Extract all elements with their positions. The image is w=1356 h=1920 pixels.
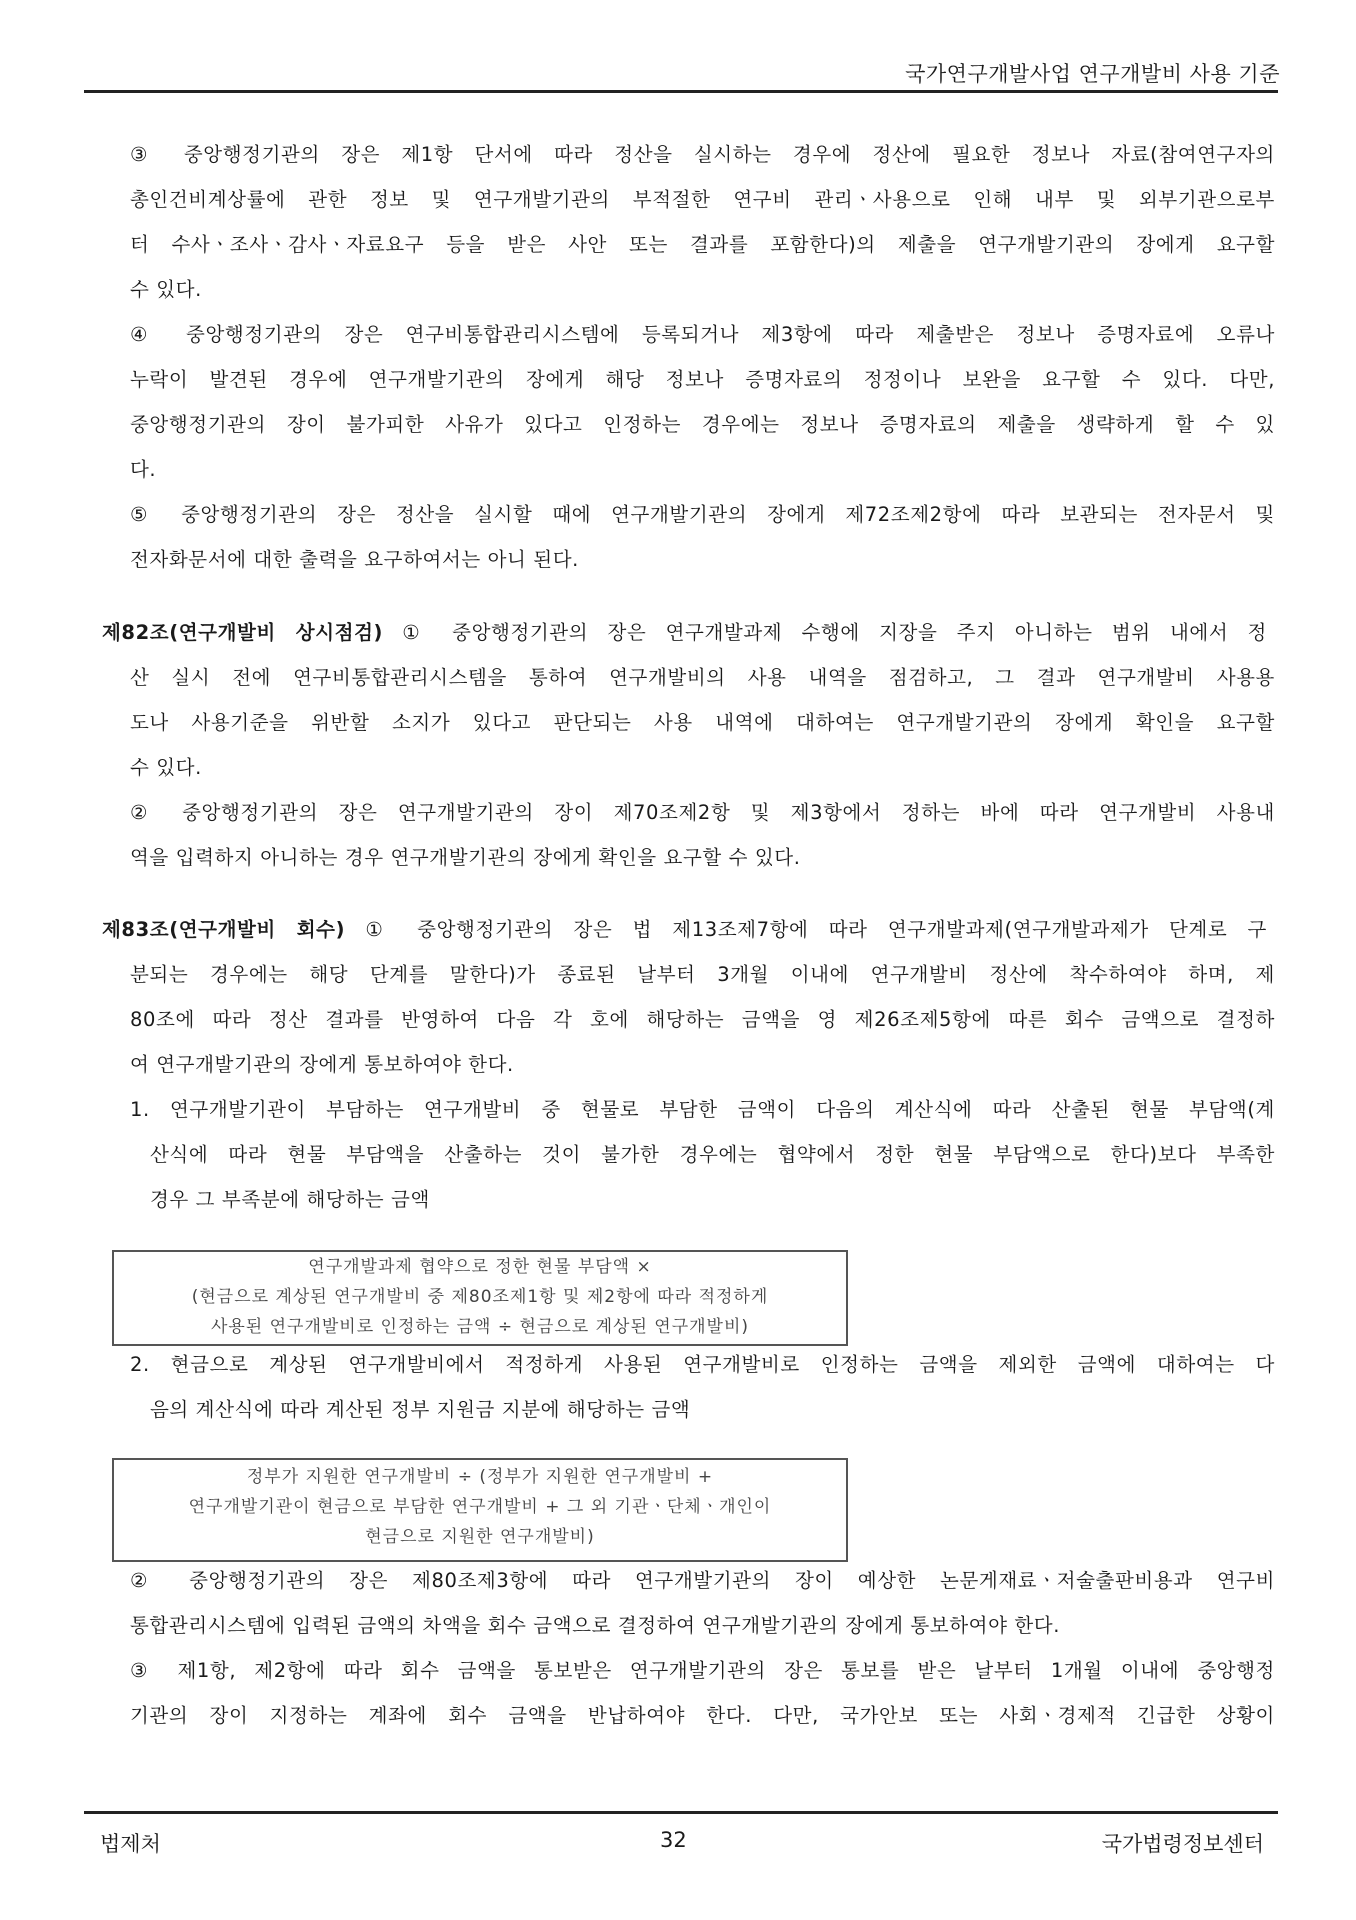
body-line: 중앙행정기관의 장이 불가피한 사유가 있다고 인정하는 경우에는 정보나 증명자료의 제출을 생략하게 할 수 있 xyxy=(130,413,1275,436)
article-82-heading: 제82조(연구개발비 상시점검) xyxy=(102,621,384,644)
body-line: 수 있다. xyxy=(130,278,202,301)
body-line: 다. xyxy=(130,458,157,481)
item-2-line: 2. 현금으로 계상된 연구개발비에서 적정하게 사용된 연구개발비로 인정하는 금액을 제외한 금액에 대하여는 다 xyxy=(130,1353,1275,1376)
article-82-first-line-text: ① 중앙행정기관의 장은 연구개발과제 수행에 지장을 주지 아니하는 범위 내에서 정 xyxy=(383,621,1267,644)
header-divider xyxy=(84,90,1278,93)
body-line: 역을 입력하지 아니하는 경우 연구개발기관의 장에게 확인을 요구할 수 있다. xyxy=(130,846,801,869)
body-line: 80조에 따라 정산 결과를 반영하여 다음 각 호에 해당하는 금액을 영 제26조제5항에 따른 회수 금액으로 결정하 xyxy=(130,1008,1275,1031)
body-line: 여 연구개발기관의 장에게 통보하여야 한다. xyxy=(130,1053,514,1076)
item-1-line: 1. 연구개발기관이 부담하는 연구개발비 중 현물로 부담한 금액이 다음의 계산식에 따라 산출된 현물 부담액(계 xyxy=(130,1098,1275,1121)
footer-source: 법제처 xyxy=(100,1832,161,1856)
body-line: 터 수사ㆍ조사ㆍ감사ㆍ자료요구 등을 받은 사안 또는 결과를 포함한다)의 제출을 연구개발기관의 장에게 요구할 xyxy=(130,233,1275,256)
body-line: ③ 중앙행정기관의 장은 제1항 단서에 따라 정산을 실시하는 경우에 정산에 필요한 정보나 자료(참여연구자의 xyxy=(130,143,1275,166)
formula-line: 사용된 연구개발비로 인정하는 금액 ÷ 현금으로 계상된 연구개발비) xyxy=(210,1317,750,1337)
item-1-line: 산식에 따라 현물 부담액을 산출하는 것이 불가한 경우에는 협약에서 정한 현물 부담액으로 한다)보다 부족한 xyxy=(150,1143,1275,1166)
item-1-line: 경우 그 부족분에 해당하는 금액 xyxy=(150,1188,430,1211)
body-line: 분되는 경우에는 해당 단계를 말한다)가 종료된 날부터 3개월 이내에 연구개발비 정산에 착수하여야 하며, 제 xyxy=(130,963,1275,986)
running-header-title: 국가연구개발사업 연구개발비 사용 기준 xyxy=(905,62,1280,86)
formula-line: 정부가 지원한 연구개발비 ÷ (정부가 지원한 연구개발비 + xyxy=(246,1467,714,1487)
formula-line: 연구개발과제 협약으로 정한 현물 부담액 × xyxy=(308,1257,652,1277)
footer-center-name: 국가법령정보센터 xyxy=(1101,1832,1264,1856)
body-line: ③ 제1항, 제2항에 따라 회수 금액을 통보받은 연구개발기관의 장은 통보를 받은 날부터 1개월 이내에 중앙행정 xyxy=(130,1659,1275,1682)
article-83-heading: 제83조(연구개발비 회수) xyxy=(102,918,346,941)
page-number: 32 xyxy=(660,1828,687,1852)
body-line: 기관의 장이 지정하는 계좌에 회수 금액을 반납하여야 한다. 다만, 국가안보 또는 사회ㆍ경제적 긴급한 상황이 xyxy=(130,1704,1275,1727)
formula-line: 현금으로 지원한 연구개발비) xyxy=(365,1527,595,1547)
body-line: 산 실시 전에 연구비통합관리시스템을 통하여 연구개발비의 사용 내역을 점검하고, 그 결과 연구개발비 사용용 xyxy=(130,666,1275,689)
body-line: 총인건비계상률에 관한 정보 및 연구개발기관의 부적절한 연구비 관리ㆍ사용으로 인해 내부 및 외부기관으로부 xyxy=(130,188,1275,211)
footer-divider xyxy=(84,1811,1278,1814)
item-2-line: 음의 계산식에 따라 계산된 정부 지원금 지분에 해당하는 금액 xyxy=(150,1398,691,1421)
body-line: 도나 사용기준을 위반할 소지가 있다고 판단되는 사용 내역에 대하여는 연구개발기관의 장에게 확인을 요구할 xyxy=(130,711,1275,734)
body-line: 전자화문서에 대한 출력을 요구하여서는 아니 된다. xyxy=(130,548,579,571)
body-line: 수 있다. xyxy=(130,756,202,779)
article-83-first-line-text: ① 중앙행정기관의 장은 법 제13조제7항에 따라 연구개발과제(연구개발과제가 단계로 구 xyxy=(345,918,1267,941)
formula-line: (현금으로 계상된 연구개발비 중 제80조제1항 및 제2항에 따라 적정하게 xyxy=(191,1287,769,1307)
body-line: ⑤ 중앙행정기관의 장은 정산을 실시할 때에 연구개발기관의 장에게 제72조제2항에 따라 보관되는 전자문서 및 xyxy=(130,503,1275,526)
body-line: 누락이 발견된 경우에 연구개발기관의 장에게 해당 정보나 증명자료의 정정이나 보완을 요구할 수 있다. 다만, xyxy=(130,368,1275,391)
formula-line: 연구개발기관이 현금으로 부담한 연구개발비 + 그 외 기관ㆍ단체ㆍ개인이 xyxy=(188,1497,772,1517)
body-line: 통합관리시스템에 입력된 금액의 차액을 회수 금액으로 결정하여 연구개발기관의 장에게 통보하여야 한다. xyxy=(130,1614,1061,1637)
formula-box-2 xyxy=(112,1458,848,1562)
article-83-first-line xyxy=(102,915,1267,945)
body-line: ② 중앙행정기관의 장은 제80조제3항에 따라 연구개발기관의 장이 예상한 논문게재료ㆍ저술출판비용과 연구비 xyxy=(130,1569,1275,1592)
formula-box-1 xyxy=(112,1250,848,1346)
article-82-first-line xyxy=(102,618,1267,648)
body-line: ② 중앙행정기관의 장은 연구개발기관의 장이 제70조제2항 및 제3항에서 정하는 바에 따라 연구개발비 사용내 xyxy=(130,801,1275,824)
body-line: ④ 중앙행정기관의 장은 연구비통합관리시스템에 등록되거나 제3항에 따라 제출받은 정보나 증명자료에 오류나 xyxy=(130,323,1275,346)
